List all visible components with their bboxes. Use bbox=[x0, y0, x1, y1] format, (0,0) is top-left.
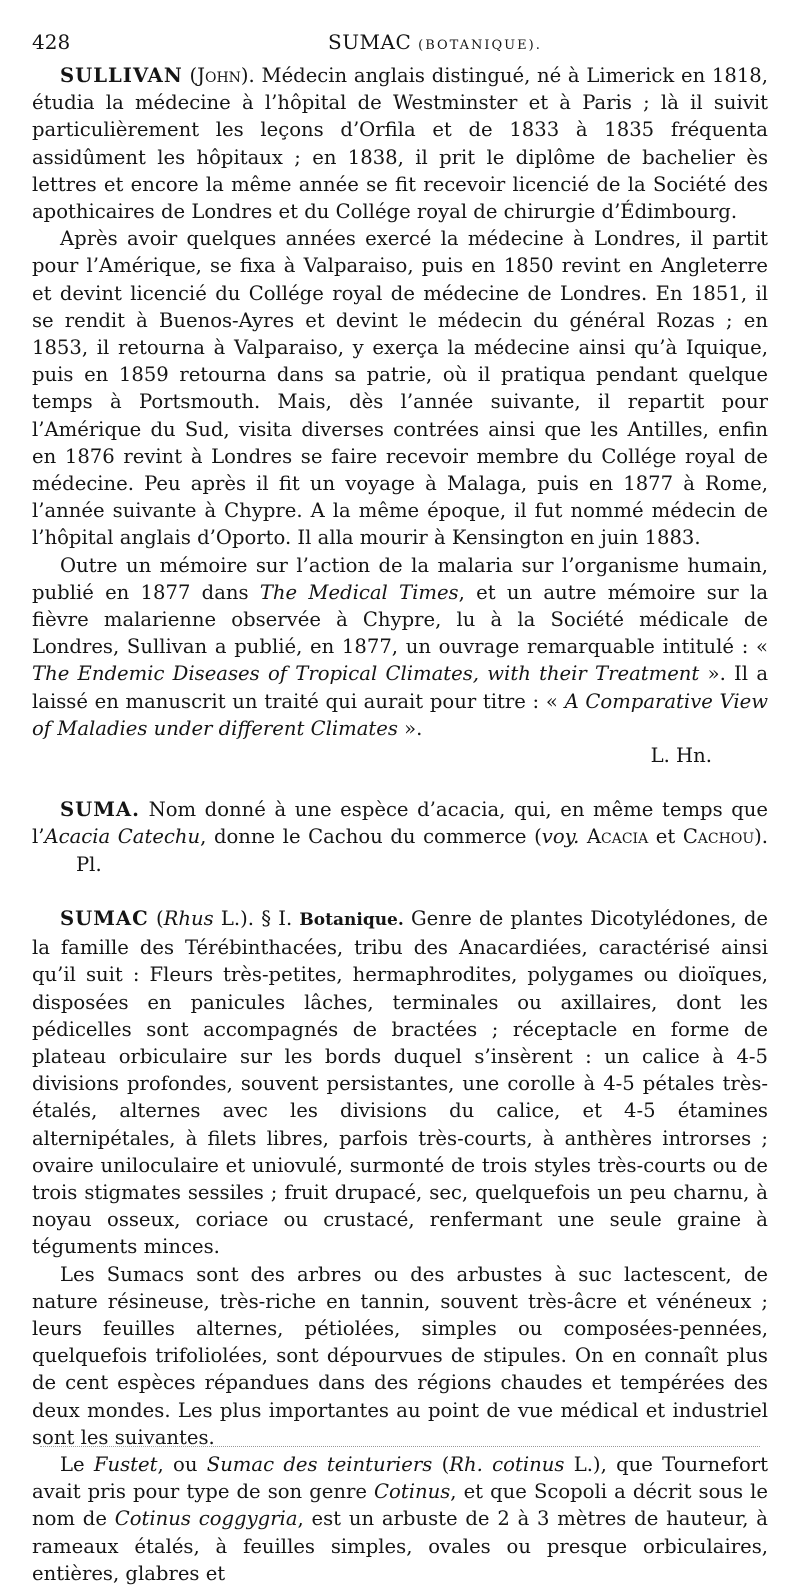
page-number: 428 bbox=[32, 30, 71, 54]
entry-paragraph bbox=[32, 1451, 768, 1587]
text-run: et bbox=[655, 825, 676, 849]
species-name: Cotinus coggygria bbox=[114, 1507, 298, 1531]
section-title: Botanique. bbox=[299, 909, 404, 930]
species-name: Rh. cotinus bbox=[449, 1452, 565, 1476]
entry-paragraph: Les Sumacs sont des arbres ou des arbustes à suc lactescent, de nature résineuse, très-riche en tannin, souvent très-âcre et vénéneux ; leurs feuilles alternes, pétiolées, simples ou composées-pennées, quelquefois trifoliolées, sont dépourvues de stipules. On en connaît plus de cent espèces répandues dans des régions chaudes et tempérées des deux mondes. Les plus importantes au point de vue médical et industriel sont les suivantes. bbox=[32, 1262, 768, 1449]
genus-name: Cotinus bbox=[374, 1480, 451, 1504]
journal-title: The Medical Times bbox=[259, 580, 459, 604]
entry-headword: SUMA. bbox=[60, 798, 140, 822]
running-subtitle: (BOTANIQUE). bbox=[418, 38, 542, 53]
text-run: Nom donné à une espèce d’acacia, qui, en même temps que l’ bbox=[32, 798, 769, 849]
section-mark: § I. bbox=[261, 906, 293, 930]
author-signature: Pl. bbox=[76, 852, 102, 876]
plant-name: Fustet bbox=[93, 1452, 158, 1476]
entry-suma bbox=[32, 796, 768, 878]
page-header bbox=[32, 30, 768, 56]
entry-headword: SUMAC bbox=[60, 906, 149, 930]
entry-paragraph bbox=[32, 552, 768, 742]
text-run: , et un autre mémoire sur la fièvre malarienne observée à Chypre, lu à la Société médicale de Londres, Sullivan a publié, en 1877, un ouvrage remarquable intitulé : « bbox=[32, 580, 769, 659]
book-title: The Endemic Diseases of Tropical Climates, with their Treatment bbox=[32, 662, 700, 686]
text-run: ». bbox=[404, 716, 423, 740]
text-run: Outre un mémoire sur l’action de la malaria sur l’organisme humain, publié en 1877 dans bbox=[32, 553, 768, 604]
bottom-rule bbox=[40, 1446, 760, 1447]
text-run: Le bbox=[60, 1452, 85, 1476]
paragraph-text: Genre de plantes Dicotylédones, de la famille des Térébinthacées, tribu des Anacardiées, caractérisé ainsi qu’il suit : Fleurs très-petites, hermaphrodites, polygames ou dioïques, disposées en panicules lâches, terminales ou axillaires, dont les pédicelles sont accompagnés de bractées ; réceptacle en forme de plateau orbiculaire sur les bords duquel s’insèrent : un calice à 4-5 divisions profondes, souvent persistantes, une corolle à 4-5 pétales très-étalés, alternes avec les divisions du calice, et 4-5 étamines alternipétales, à filets libres, parfois très-courts, à anthères introrses ; ovaire uniloculaire et uniovulé, surmonté de trois styles très-courts ou de trois stigmates sessiles ; fruit drupacé, sec, quelquefois un peu charnu, à noyau osseux, coriace ou crustacé, renfermant une seule graine à téguments minces. bbox=[32, 906, 768, 1259]
cross-ref-link[interactable]: Acacia bbox=[586, 825, 649, 849]
entry-paragraph bbox=[32, 905, 768, 1261]
entry-spacer bbox=[32, 769, 768, 796]
genus-name: Rhus bbox=[163, 906, 214, 930]
text-run: ». Il a laissé en manuscrit un traité qui aurait pour titre : « bbox=[32, 662, 768, 713]
running-title-word: SUMAC bbox=[328, 30, 412, 54]
entry-spacer bbox=[32, 878, 768, 905]
entry-sullivan bbox=[32, 62, 768, 769]
text-run: L.), que Tournefort avait pris pour type de son genre bbox=[32, 1452, 768, 1504]
entry-paragraph bbox=[32, 62, 768, 225]
running-title bbox=[328, 30, 542, 54]
text-run: ( bbox=[155, 906, 164, 930]
text-run: ). bbox=[754, 825, 768, 849]
text-run: ( bbox=[441, 1452, 450, 1476]
page-body bbox=[32, 62, 768, 1587]
plant-name: Sumac des teinturiers bbox=[206, 1452, 433, 1476]
text-run: , ou bbox=[157, 1452, 198, 1476]
paragraph-text: Médecin anglais distingué, né à Limerick en 1818, étudia la médecine à l’hôpital de Westminster et à Paris ; là il suivit particulièrement les leçons d’Orfila et de 1833 à 1835 fréquenta assidûment les hôpitaux ; en 1838, il prit le diplôme de bachelier ès lettres et encore la même année se fit recevoir licencié de la Société des apothicaires de Londres et du Collége royal de chirurgie d’Édimbourg. bbox=[32, 64, 768, 224]
entry-sumac bbox=[32, 905, 768, 1587]
text-run: , est un arbuste de 2 à 3 mètres de hauteur, à rameaux étalés, à feuilles simples, ovales ou presque orbiculaires, entières, glabres et bbox=[32, 1507, 768, 1585]
cross-ref-marker: voy. bbox=[541, 825, 580, 849]
species-name: Acacia Catechu bbox=[44, 825, 201, 849]
cross-ref-link[interactable]: Cachou bbox=[682, 825, 755, 849]
entry-headword: SULLIVAN bbox=[60, 64, 183, 87]
entry-forename: (John). bbox=[189, 64, 255, 87]
entry-paragraph bbox=[32, 796, 768, 878]
manuscript-title: A Comparative View of Maladies under different Climates bbox=[32, 689, 768, 740]
text-run: , et que Scopoli a décrit sous le nom de bbox=[32, 1480, 768, 1531]
entry-paragraph: Après avoir quelques années exercé la médecine à Londres, il partit pour l’Amérique, se fixa à Valparaiso, puis en 1850 revint en Angleterre et devint licencié du Collége royal de médecine de Londres. En 1851, il se rendit à Buenos-Ayres et devint le médecin du général Rozas ; en 1853, il retourna à Valparaiso, y exerça la médecine ainsi qu’à Iquique, puis en 1859 retourna dans sa patrie, où il pratiqua pendant quelque temps à Portsmouth. Mais, dès l’année suivante, il repartit pour l’Amérique du Sud, visita diverses contrées ainsi que les Antilles, enfin en 1876 revint à Londres se faire recevoir membre du Collége royal de médecine. Peu après il fit un voyage à Malaga, puis en 1877 à Rome, l’année suivante à Chypre. A la même époque, il fut nommé médecin de l’hôpital anglais d’Oporto. Il alla mourir à Kensington en juin 1883. bbox=[32, 227, 768, 550]
text-run: L.). bbox=[220, 906, 254, 930]
text-run: , donne le Cachou du commerce ( bbox=[200, 825, 542, 849]
author-signature: L. Hn. bbox=[650, 744, 712, 768]
